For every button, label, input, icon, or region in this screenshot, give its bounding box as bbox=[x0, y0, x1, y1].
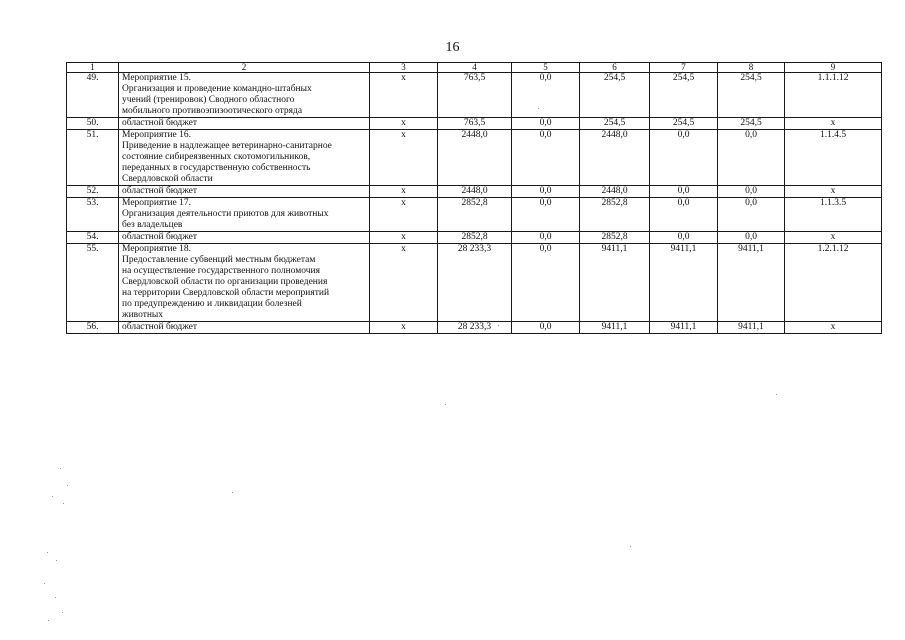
description-line: состояние сибиреязвенных скотомогильников, bbox=[122, 152, 311, 162]
cell-c9: 1.1.3.5 bbox=[785, 198, 882, 232]
table-row bbox=[67, 232, 882, 244]
description-line: Мероприятие 18. bbox=[122, 244, 192, 254]
row-description bbox=[119, 130, 370, 186]
cell-c7: 0,0 bbox=[650, 130, 718, 186]
cell-c4: 2448,0 bbox=[438, 186, 512, 198]
cell-c3: х bbox=[370, 186, 438, 198]
cell-c9: х bbox=[785, 232, 882, 244]
cell-c6: 2852,8 bbox=[580, 232, 650, 244]
row-description bbox=[119, 322, 370, 334]
header-row bbox=[67, 63, 882, 73]
cell-c8: 254,5 bbox=[718, 118, 785, 130]
description-line: Организация деятельности приютов для животных bbox=[122, 209, 329, 219]
description-line: Свердловской области по организации проведения bbox=[122, 277, 328, 287]
table-row bbox=[67, 130, 882, 186]
description-line: на осуществление государственного полномочия bbox=[122, 266, 320, 276]
row-number: 52. bbox=[67, 186, 119, 198]
table-header bbox=[67, 63, 882, 73]
description-line: областной бюджет bbox=[122, 322, 198, 332]
cell-c5: 0,0 bbox=[512, 186, 580, 198]
cell-c4: 2852,8 bbox=[438, 232, 512, 244]
row-description bbox=[119, 186, 370, 198]
description-line: областной бюджет bbox=[122, 186, 198, 196]
cell-c8: 0,0 bbox=[718, 186, 785, 198]
cell-c8: 0,0 bbox=[718, 232, 785, 244]
row-description bbox=[119, 244, 370, 322]
row-number: 55. bbox=[67, 244, 119, 322]
cell-c6: 9411,1 bbox=[580, 322, 650, 334]
row-number: 53. bbox=[67, 198, 119, 232]
cell-c5: 0,0 bbox=[512, 198, 580, 232]
table-row bbox=[67, 244, 882, 322]
description-line: Приведение в надлежащее ветеринарно-санитарное bbox=[122, 141, 332, 151]
row-description bbox=[119, 232, 370, 244]
header-cell: 8 bbox=[718, 63, 785, 73]
description-line: на территории Свердловской области мероприятий bbox=[122, 288, 330, 298]
description-line: Предоставление субвенций местным бюджетам bbox=[122, 255, 316, 265]
cell-c4: 28 233,3 bbox=[438, 244, 512, 322]
header-cell: 1 bbox=[67, 63, 119, 73]
table-row bbox=[67, 73, 882, 118]
table-row bbox=[67, 118, 882, 130]
description-line: мобильного противоэпизоотического отряда bbox=[122, 106, 303, 116]
cell-c3: х bbox=[370, 130, 438, 186]
cell-c8: 254,5 bbox=[718, 73, 785, 118]
row-number: 49. bbox=[67, 73, 119, 118]
cell-c6: 254,5 bbox=[580, 118, 650, 130]
description-line: переданных в государственную собственность bbox=[122, 163, 311, 173]
cell-c3: х bbox=[370, 118, 438, 130]
row-description bbox=[119, 198, 370, 232]
cell-c7: 254,5 bbox=[650, 118, 718, 130]
description-line: без владельцев bbox=[122, 220, 183, 230]
cell-c8: 9411,1 bbox=[718, 322, 785, 334]
cell-c5: 0,0 bbox=[512, 130, 580, 186]
header-cell: 7 bbox=[650, 63, 718, 73]
header-cell: 6 bbox=[580, 63, 650, 73]
description-line: областной бюджет bbox=[122, 232, 198, 242]
cell-c3: х bbox=[370, 322, 438, 334]
header-cell: 3 bbox=[370, 63, 438, 73]
table-row bbox=[67, 186, 882, 198]
cell-c6: 2852,8 bbox=[580, 198, 650, 232]
cell-c3: х bbox=[370, 73, 438, 118]
cell-c5: 0,0 bbox=[512, 118, 580, 130]
cell-c9: 1.1.4.5 bbox=[785, 130, 882, 186]
page-number: 16 bbox=[445, 40, 460, 55]
cell-c7: 254,5 bbox=[650, 73, 718, 118]
cell-c7: 0,0 bbox=[650, 198, 718, 232]
cell-c5: 0,0 bbox=[512, 232, 580, 244]
cell-c7: 9411,1 bbox=[650, 322, 718, 334]
cell-c9: х bbox=[785, 322, 882, 334]
row-description bbox=[119, 118, 370, 130]
row-number: 54. bbox=[67, 232, 119, 244]
cell-c6: 2448,0 bbox=[580, 186, 650, 198]
description-line: по предупреждению и ликвидации болезней bbox=[122, 299, 302, 309]
cell-c6: 254,5 bbox=[580, 73, 650, 118]
description-line: областной бюджет bbox=[122, 118, 198, 128]
cell-c4: 763,5 bbox=[438, 118, 512, 130]
cell-c6: 2448,0 bbox=[580, 130, 650, 186]
header-cell: 5 bbox=[512, 63, 580, 73]
cell-c9: х bbox=[785, 186, 882, 198]
row-number: 56. bbox=[67, 322, 119, 334]
table-body bbox=[67, 73, 882, 334]
cell-c3: х bbox=[370, 244, 438, 322]
cell-c9: 1.1.1.12 bbox=[785, 73, 882, 118]
table-row bbox=[67, 198, 882, 232]
cell-c3: х bbox=[370, 232, 438, 244]
cell-c9: х bbox=[785, 118, 882, 130]
description-line: учений (тренировок) Сводного областного bbox=[122, 95, 295, 105]
description-line: Мероприятие 16. bbox=[122, 130, 192, 140]
description-line: Свердловской области bbox=[122, 174, 213, 184]
cell-c8: 9411,1 bbox=[718, 244, 785, 322]
cell-c4: 28 233,3 bbox=[438, 322, 512, 334]
row-number: 50. bbox=[67, 118, 119, 130]
cell-c4: 763,5 bbox=[438, 73, 512, 118]
cell-c4: 2852,8 bbox=[438, 198, 512, 232]
cell-c8: 0,0 bbox=[718, 198, 785, 232]
cell-c4: 2448,0 bbox=[438, 130, 512, 186]
cell-c5: 0,0 bbox=[512, 244, 580, 322]
budget-table bbox=[66, 62, 882, 334]
row-number: 51. bbox=[67, 130, 119, 186]
cell-c5: 0,0 bbox=[512, 73, 580, 118]
cell-c5: 0,0 bbox=[512, 322, 580, 334]
header-cell: 2 bbox=[119, 63, 370, 73]
header-cell: 4 bbox=[438, 63, 512, 73]
description-line: Организация и проведение командно-штабных bbox=[122, 84, 312, 94]
header-cell: 9 bbox=[785, 63, 882, 73]
description-line: Мероприятие 17. bbox=[122, 198, 192, 208]
cell-c7: 0,0 bbox=[650, 186, 718, 198]
row-description bbox=[119, 73, 370, 118]
cell-c7: 9411,1 bbox=[650, 244, 718, 322]
table-row bbox=[67, 322, 882, 334]
description-line: Мероприятие 15. bbox=[122, 73, 192, 83]
cell-c7: 0,0 bbox=[650, 232, 718, 244]
description-line: животных bbox=[122, 310, 164, 320]
cell-c6: 9411,1 bbox=[580, 244, 650, 322]
cell-c8: 0,0 bbox=[718, 130, 785, 186]
cell-c3: х bbox=[370, 198, 438, 232]
cell-c9: 1.2.1.12 bbox=[785, 244, 882, 322]
